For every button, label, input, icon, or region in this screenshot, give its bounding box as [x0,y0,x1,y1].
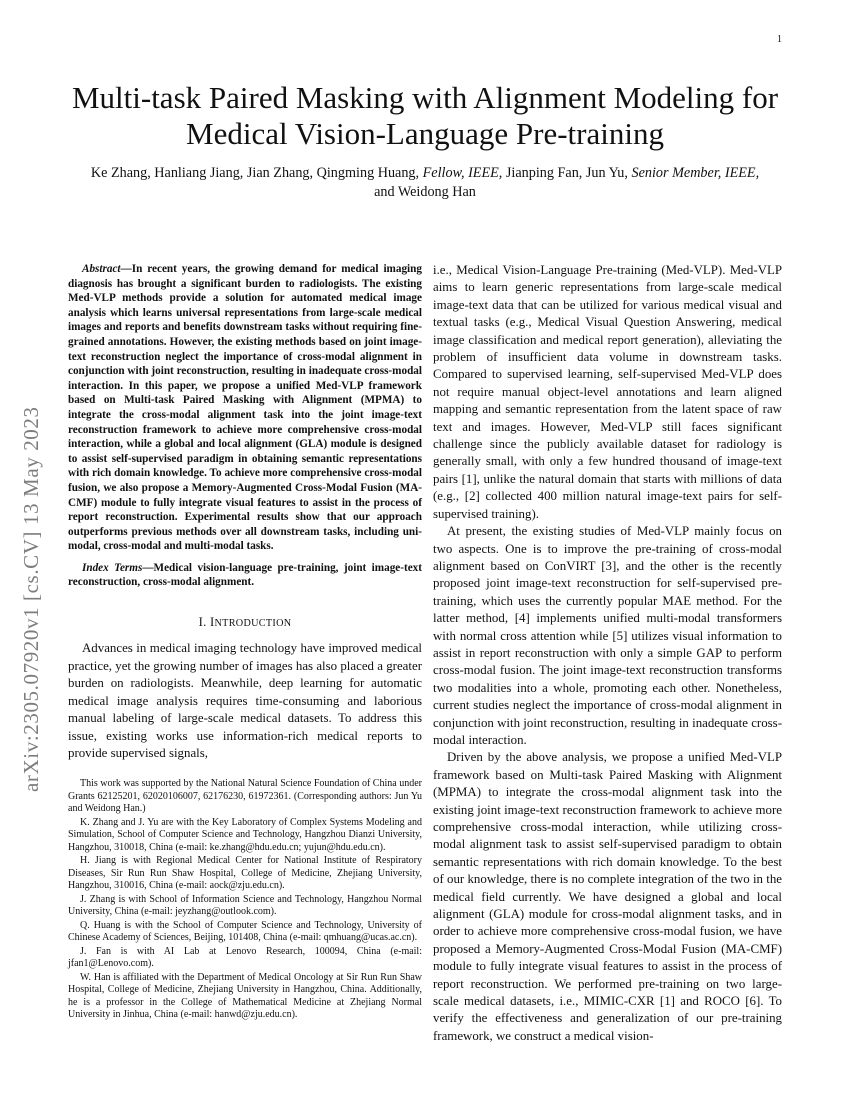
index-terms-text: —Medical vision-language pre-training, joint image-text reconstruction, cross-modal alignment. [68,561,422,589]
index-terms-label: Index Terms [82,561,143,574]
section-heading-initial: I [210,615,215,630]
abstract [68,262,422,554]
section-heading-introduction [68,614,422,632]
footnote-affiliation: J. Fan is with AI Lab at Lenovo Research, 100094, China (e-mail: jfan1@Lenovo.com). [68,945,422,969]
paper-title: Multi-task Paired Masking with Alignment Modeling for Medical Vision-Language Pre-training [71,80,779,151]
authors-part-2: Jianping Fan, Jun Yu, [505,165,628,181]
body-paragraph: At present, the existing studies of Med-VLP mainly focus on two aspects. One is to improve the pre-training of cross-modal alignment based on ConVIRT [3], and the other is the recently proposed joint image-text reconstruction for self-supervised pre-training, which uses the currently popular MAE method. For the latter method, [4] implements unified multi-modal transformers with normal cross attention while [5] utilizes visual information to assist in report reconstruction with only a simple GAP to perform cross-modal fusion. The joint image-text reconstruction transforms two modalities into a whole, promoting each other. Nonetheless, current studies neglect the importance of cross-modal alignment in conjunction with joint reconstruction, resulting in inadequate cross-modal interaction. [433,524,782,747]
footnote-affiliation: K. Zhang and J. Yu are with the Key Laboratory of Complex Systems Modeling and Simulation, School of Computer Science and Technology, Hangzhou Dianzi University, Hangzhou, 310018, China (e-mail: ke.zhang@hdu.edu.cn; yujun@hdu.edu.cn). [68,816,422,853]
footnote-affiliation: W. Han is affiliated with the Department of Medical Oncology at Sir Run Run Shaw Hospital, College of Medicine, Zhejiang University in Hangzhou, China. Additionally, he is a professor in the College of Mathematical Medicine at Zhejiang Normal University in Jinhua, China (e-mail: hanwd@zju.edu.cn). [68,971,422,1020]
introduction-paragraph: Advances in medical imaging technology have improved medical practice, yet the growing number of images has also placed a greater burden on radiologists. Meanwhile, deep learning for automatic medical image analysis requires time-consuming and laborious manual labeling of large-scale medical datasets. To address this issue, existing works use information-rich medical reports to provide supervised signals, [68,641,422,760]
right-column [433,262,782,1045]
author-list [90,164,760,202]
index-terms [68,561,422,590]
footnote-funding: This work was supported by the National Natural Science Foundation of China under Grants 62125201, 62020106007, 62176230, 61972361. (Corresponding authors: Jun Yu and Weidong Han.) [68,778,422,814]
senior-member-label: Senior Member, IEEE, [631,165,760,181]
section-numeral: I. [198,615,207,630]
footnote-affiliation: J. Zhang is with School of Information Science and Technology, Hangzhou Normal University, China (e-mail: jeyzhang@outlook.com). [68,893,422,917]
body-paragraph: i.e., Medical Vision-Language Pre-training (Med-VLP). Med-VLP aims to learn generic representations from large-scale medical image-text data that can be utilized for various medical visual and textual tasks (e.g., Medical Visual Question Answering, medical image classification and medical report generation), alleviating the problem of insufficient data volume in downstream tasks. Compared to supervised learning, self-supervised Med-VLP does not require manual object-level annotations and learn aligned mapping and semantic representation from the latent space of raw text and images. However, Med-VLP still faces significant challenge since the publicly available dataset for radiology is generally small, with only a few hundred thousand of image-text pairs [1], unlike the natural domain that starts with millions of data (e.g., [2] collected 400 million natural image-text pairs for self-supervised training). [433,263,782,521]
arxiv-identifier-stamp[interactable]: arXiv:2305.07920v1 [cs.CV] 13 May 2023 [19,406,43,792]
left-column [68,262,422,762]
footnotes [68,778,422,1023]
abstract-text: —In recent years, the growing demand for medical imaging diagnosis has brought a significant burden to radiologists. The existing Med-VLP methods provide a solution for automated medical image analysis which learns universal representations from large-scale medical images and reports and benefits downstream tasks without requiring fine-grained annotations. However, the existing methods based on joint image-text reconstruction neglect the importance of cross-modal alignment in conjunction with joint reconstruction, resulting in inadequate cross-modal interaction. In this paper, we propose a unified Med-VLP framework based on Multi-task Paired Masking with Alignment (MPMA) to integrate the cross-modal alignment task into the joint image-text reconstruction framework to achieve more comprehensive cross-modal interaction, while a global and local alignment (GLA) module is designed to assist self-supervised paradigm in obtaining semantic representations with rich domain knowledge. To achieve more comprehensive cross-modal fusion, we also propose a Memory-Augmented Cross-Modal Fusion (MA-CMF) module to fully integrate visual features to assist in the process of report reconstruction. Experimental results show that our approach outperforms previous methods over all downstream tasks, including uni-modal, cross-modal and multi-modal tasks. [68,263,422,553]
body-paragraph: Driven by the above analysis, we propose a unified Med-VLP framework based on Multi-task Paired Masking with Alignment (MPMA) to integrate the cross-modal alignment task into the existing joint image-text reconstruction framework to achieve more comprehensive cross-modal interaction, while utilizing cross-modal alignment task to assist self-supervised paradigm to obtain semantic representations with rich domain knowledge. To the best of our knowledge, there is no complete integration of the two in the medical field currently. We have designed a global and local alignment (GLA) module for cross-modal alignment tasks, and in order to achieve more comprehensive cross-modal fusion, we have proposed a Memory-Augmented Cross-Modal Fusion (MA-CMF) module to fully integrate visual features to assist in the process of report reconstruction. We performed pre-training on two large-scale medical datasets, i.e., MIMIC-CXR [1] and ROCO [6]. To verify the effectiveness and generalization of our pre-training framework, we construct a medical vision- [433,750,782,1043]
abstract-label: Abstract [82,263,121,275]
authors-part-3: and Weidong Han [374,184,476,200]
page-number: 1 [777,34,782,45]
authors-part-1: Ke Zhang, Hanliang Jiang, Jian Zhang, Qingming Huang, [90,165,420,181]
footnote-affiliation: Q. Huang is with the School of Computer Science and Technology, University of Chinese Academy of Sciences, Beijing, 101408, China (e-mail: qmhuang@ucas.ac.cn). [68,919,422,943]
footnote-affiliation: H. Jiang is with Regional Medical Center for National Institute of Respiratory Diseases, Sir Run Run Shaw Hospital, College of Medicine, Zhejiang University, Hangzhou, 310016, China (e-mail: aock@zju.edu.cn). [68,855,422,891]
section-heading-rest: NTRODUCTION [214,618,292,630]
fellow-ieee-label: Fellow, IEEE, [422,165,503,181]
